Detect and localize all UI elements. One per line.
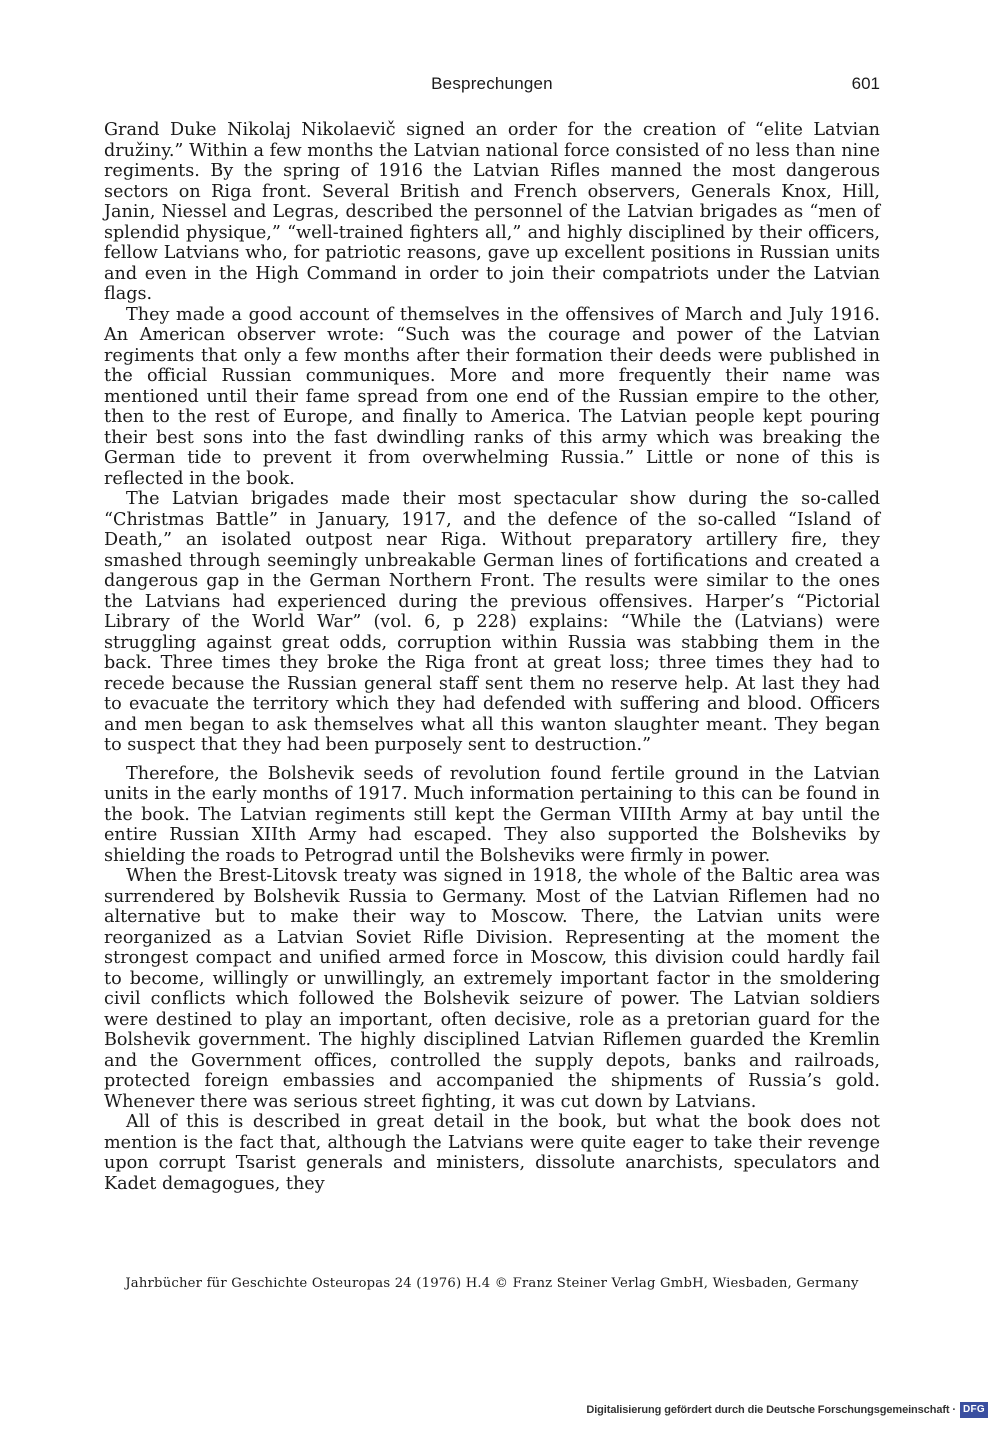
paragraph-3: The Latvian brigades made their most spectacular show during the so-called “Christmas Battle” in January, 1917, and the defence of the so-called “Island of Death,” an isolated outpost near Riga. Without preparatory artillery fire, they smashed through seemingly unbreakable German lines of fortifications and created a dangerous gap in the German Northern Front. The results were similar to the ones the Latvians had experienced during the previous offensives. Harper’s “Pictorial Library of the World War” (vol. 6, p 228) explains: “While the (Latvians) were struggling against great odds, corruption within Russia was stabbing them in the back. Three times they broke the Riga front at great loss; three times they had to recede because the Russian general staff sent them no reserve help. At last they had to evacuate the territory which they had defended with suffering and blood. Officers and men began to ask themselves what all this wanton slaughter meant. They began to suspect that they had been purposely sent to destruction.” (104, 489, 880, 755)
digitization-notice-text: Digitalisierung gefördert durch die Deutsche Forschungsgemeinschaft · (586, 1404, 956, 1416)
body-text (104, 120, 880, 1194)
running-title: Besprechungen (431, 74, 553, 93)
paragraph-2: They made a good account of themselves in the offensives of March and July 1916. An American observer wrote: “Such was the courage and power of the Latvian regiments that only a few months after their formation their deeds were published in the official Russian communiques. More and more frequently their name was mentioned until their fame spread from one end of the Russian empire to the other, then to the rest of Europe, and finally to America. The Latvian people kept pouring their best sons into the fast dwindling ranks of this army which was breaking the German tide to prevent it from overwhelming Russia.” Little or none of this is reflected in the book. (104, 304, 880, 489)
paragraph-6: All of this is described in great detail in the book, but what the book does not mention is the fact that, although the Latvians were quite eager to take their revenge upon corrupt Tsarist generals and ministers, dissolute anarchists, speculators and Kadet demagogues, they (104, 1112, 880, 1194)
paragraph-5: When the Brest-Litovsk treaty was signed in 1918, the whole of the Baltic area was surrendered by Bolshevik Russia to Germany. Most of the Latvian Riflemen had no alternative but to make their way to Moscow. There, the Latvian units were reorganized as a Latvian Soviet Rifle Division. Representing at the moment the strongest compact and unified armed force in Moscow, this division could hardly fail to become, willingly or unwillingly, an extremely important factor in the smoldering civil conflicts which followed the Bolshevik seizure of power. The Latvian soldiers were destined to play an important, often decisive, role as a pretorian guard for the Bolshevik government. The highly disciplined Latvian Riflemen guarded the Kremlin and the Government offices, controlled the supply depots, banks and railroads, protected foreign embassies and accompanied the shipments of Russia’s gold. Whenever there was serious street fighting, it was cut down by Latvians. (104, 866, 880, 1112)
page-number: 601 (851, 74, 880, 93)
dfg-logo-icon: DFG (960, 1402, 988, 1418)
running-head (104, 74, 880, 98)
digitization-notice (586, 1401, 988, 1419)
journal-citation: Jahrbücher für Geschichte Osteuropas 24 (1976) H.4 © Franz Steiner Verlag GmbH, Wiesbaden, Germany (125, 1276, 859, 1291)
paragraph-4: Therefore, the Bolshevik seeds of revolution found fertile ground in the Latvian units in the early months of 1917. Much information pertaining to this can be found in the book. The Latvian regiments still kept the German VIIIth Army at bay until the entire Russian XIIth Army had escaped. They also supported the Bolsheviks by shielding the roads to Petrograd until the Bolsheviks were firmly in power. (104, 763, 880, 866)
paragraph-1: Grand Duke Nikolaj Nikolaevič signed an order for the creation of “elite Latvian družiny.” Within a few months the Latvian national force consisted of no less than nine regiments. By the spring of 1916 the Latvian Rifles manned the most dangerous sectors on Riga front. Several British and French observers, Generals Knox, Hill, Janin, Niessel and Legras, described the personnel of the Latvian brigades as “men of splendid physique,” “well-trained fighters all,” and highly disciplined by their officers, fellow Latvians who, for patriotic reasons, gave up excellent positions in Russian units and even in the High Command in order to join their compatriots under the Latvian flags. (104, 120, 880, 304)
